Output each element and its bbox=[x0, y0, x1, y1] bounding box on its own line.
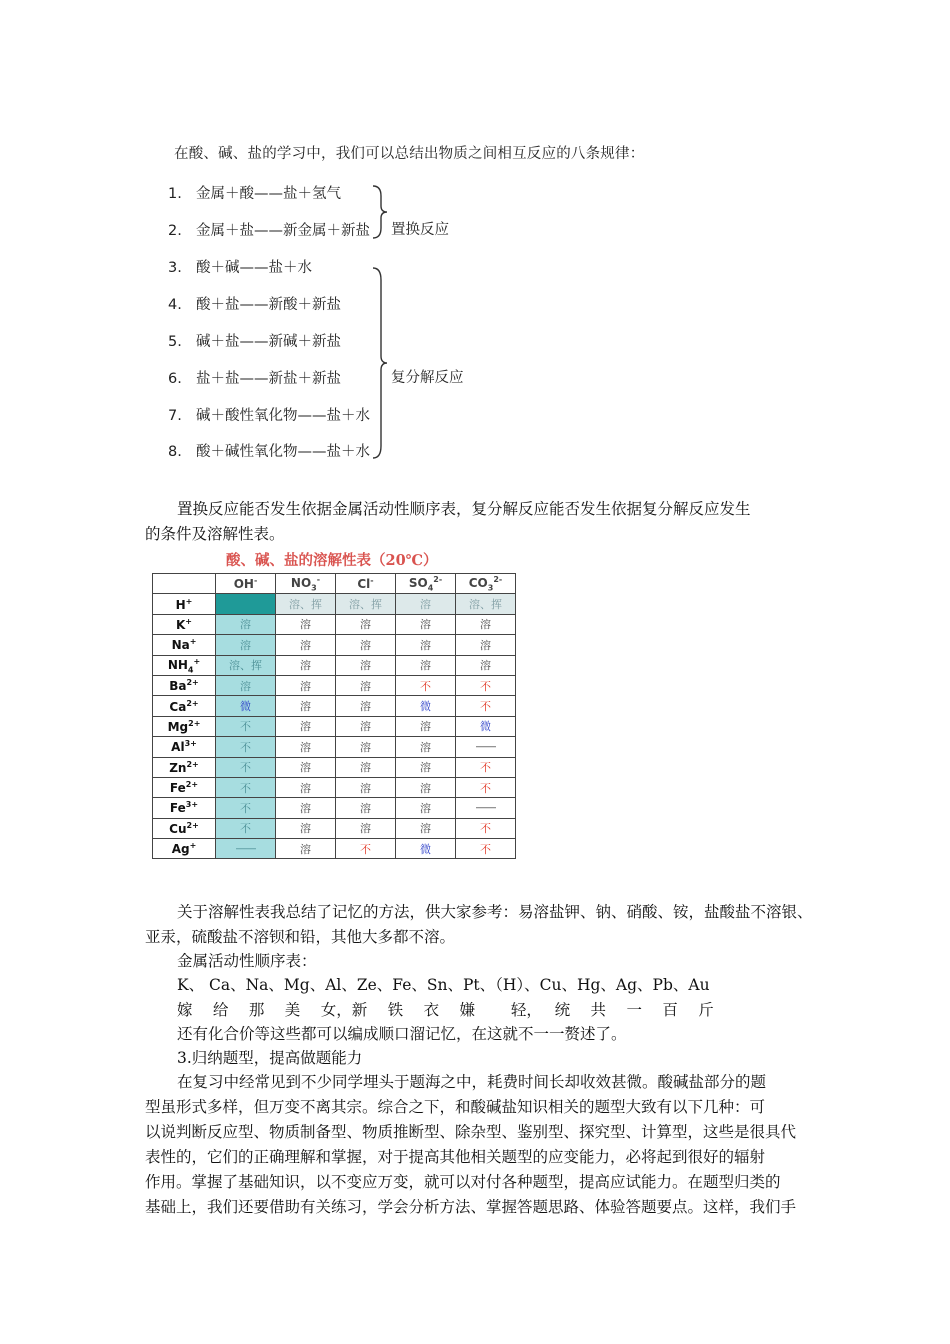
column-header: $NO_3^-$ bbox=[276, 574, 336, 594]
table-cell: 溶 bbox=[276, 655, 336, 675]
table-row bbox=[153, 675, 516, 695]
table-row bbox=[153, 614, 516, 634]
table-row bbox=[153, 757, 516, 777]
table-cell: 溶 bbox=[336, 798, 396, 818]
paragraph-line: 以说判断反应型、物质制备型、物质推断型、除杂型、鉴别型、探究型、计算型，这些是很具代 bbox=[145, 1123, 797, 1141]
table-cell: 溶 bbox=[336, 777, 396, 797]
ion-header: $NH_4^+$ bbox=[153, 655, 216, 675]
rule-item bbox=[168, 182, 341, 203]
table-cell: 溶 bbox=[276, 696, 336, 716]
table-row bbox=[153, 818, 516, 838]
table-cell: 溶 bbox=[396, 798, 456, 818]
table-cell: 微 bbox=[396, 839, 456, 859]
reaction-rules-figure bbox=[168, 138, 645, 468]
table-cell: 溶 bbox=[456, 635, 516, 655]
rule-number: 2. bbox=[168, 223, 182, 239]
table-cell: 微 bbox=[396, 696, 456, 716]
rule-text: 酸＋盐——新酸＋新盐 bbox=[196, 297, 341, 313]
paragraph-line: 关于溶解性表我总结了记忆的方法，供大家参考：易溶盐钾、钠、硝酸、铵，盐酸盐不溶银、 bbox=[177, 903, 813, 921]
section-heading: 3.归纳题型，提高做题能力 bbox=[177, 1049, 363, 1067]
rule-number: 5. bbox=[168, 334, 182, 350]
rule-item bbox=[168, 219, 370, 240]
rule-text: 酸＋碱性氧化物——盐＋水 bbox=[196, 444, 370, 460]
ion-header: Ag+ bbox=[153, 839, 216, 859]
table-cell: 溶 bbox=[216, 675, 276, 695]
table-cell: 溶 bbox=[396, 777, 456, 797]
table-cell: 溶 bbox=[396, 757, 456, 777]
group-label-double-decomposition: 复分解反应 bbox=[391, 370, 464, 386]
paragraph-line: 亚汞，硫酸盐不溶钡和铅，其他大多都不溶。 bbox=[145, 928, 456, 946]
table-cell: —— bbox=[216, 839, 276, 859]
table-cell: 溶、挥 bbox=[336, 594, 396, 614]
group-label-displacement: 置换反应 bbox=[391, 222, 449, 238]
activity-mnemonic: 嫁 给 那 美 女，新 铁 衣 嫌 轻， 统 共 一 百 斤 bbox=[177, 1001, 714, 1019]
ion-header: $Fe^{3+}$ bbox=[153, 798, 216, 818]
table-title: 酸、碱、盐的溶解性表（20℃） bbox=[226, 552, 438, 569]
rule-number: 8. bbox=[168, 444, 182, 460]
table-cell: 溶、挥 bbox=[276, 594, 336, 614]
paragraph-line: 置换反应能否发生依据金属活动性顺序表，复分解反应能否发生依据复分解反应发生 bbox=[177, 500, 751, 518]
rule-text: 盐＋盐——新盐＋新盐 bbox=[196, 371, 341, 387]
table-cell: 不 bbox=[336, 839, 396, 859]
rule-text: 碱＋酸性氧化物——盐＋水 bbox=[196, 408, 370, 424]
activity-note: 还有化合价等这些都可以编成顺口溜记忆，在这就不一一赘述了。 bbox=[177, 1025, 627, 1043]
column-header: $SO_4^{2-}$ bbox=[396, 574, 456, 594]
table-cell: —— bbox=[456, 798, 516, 818]
ion-header: K+ bbox=[153, 614, 216, 634]
rule-number: 1. bbox=[168, 186, 182, 202]
table-cell: 溶 bbox=[456, 655, 516, 675]
rule-item bbox=[168, 330, 341, 351]
table-cell: 溶 bbox=[396, 614, 456, 634]
table-row bbox=[153, 737, 516, 757]
table-cell: 不 bbox=[456, 675, 516, 695]
table-cell: 溶 bbox=[276, 818, 336, 838]
rule-item bbox=[168, 440, 370, 461]
corner-cell bbox=[153, 574, 216, 594]
table-cell: 溶 bbox=[276, 614, 336, 634]
ion-header: Na+ bbox=[153, 635, 216, 655]
table-cell: 溶 bbox=[276, 675, 336, 695]
table-cell bbox=[216, 594, 276, 614]
solubility-table bbox=[152, 573, 516, 859]
rule-text: 酸＋碱——盐＋水 bbox=[196, 260, 312, 276]
rule-number: 6. bbox=[168, 371, 182, 387]
table-cell: 溶 bbox=[396, 737, 456, 757]
ion-header: $Zn^{2+}$ bbox=[153, 757, 216, 777]
brace-icon bbox=[371, 266, 389, 460]
rule-item bbox=[168, 256, 312, 277]
table-row bbox=[153, 594, 516, 614]
table-cell: 不 bbox=[456, 696, 516, 716]
table-cell: 微 bbox=[216, 696, 276, 716]
table-row bbox=[153, 696, 516, 716]
activity-label: 金属活动性顺序表： bbox=[177, 952, 317, 970]
table-cell: 溶 bbox=[396, 818, 456, 838]
table-cell: 溶 bbox=[276, 777, 336, 797]
table-cell: 溶 bbox=[276, 839, 336, 859]
table-cell: 溶 bbox=[216, 614, 276, 634]
paragraph-line: 作用。掌握了基础知识，以不变应万变，就可以对付各种题型，提高应试能力。在题型归类的 bbox=[145, 1173, 781, 1191]
table-cell: 溶 bbox=[336, 675, 396, 695]
table-cell: 不 bbox=[456, 777, 516, 797]
table-cell: 溶 bbox=[276, 798, 336, 818]
table-cell: 不 bbox=[456, 818, 516, 838]
ion-header: $Ba^{2+}$ bbox=[153, 675, 216, 695]
column-header: OH- bbox=[216, 574, 276, 594]
ion-header: $Fe^{2+}$ bbox=[153, 777, 216, 797]
table-cell: 不 bbox=[216, 737, 276, 757]
table-cell: 溶 bbox=[336, 737, 396, 757]
paragraph-line: 的条件及溶解性表。 bbox=[145, 525, 285, 543]
table-cell: 溶 bbox=[456, 614, 516, 634]
table-cell: 溶 bbox=[396, 635, 456, 655]
table-row bbox=[153, 716, 516, 736]
table-cell: 溶 bbox=[336, 614, 396, 634]
table-cell: 溶 bbox=[216, 635, 276, 655]
rules-intro: 在酸、碱、盐的学习中，我们可以总结出物质之间相互反应的八条规律： bbox=[174, 146, 645, 162]
table-cell: 不 bbox=[456, 839, 516, 859]
rule-text: 碱＋盐——新碱＋新盐 bbox=[196, 334, 341, 350]
ion-header: $Mg^{2+}$ bbox=[153, 716, 216, 736]
table-cell: 溶、挥 bbox=[456, 594, 516, 614]
table-row bbox=[153, 777, 516, 797]
table-cell: 溶 bbox=[336, 635, 396, 655]
ion-header: H+ bbox=[153, 594, 216, 614]
table-cell: 溶 bbox=[336, 818, 396, 838]
paragraph-line: 基础上，我们还要借助有关练习，学会分析方法、掌握答题思路、体验答题要点。这样，我们手 bbox=[145, 1198, 797, 1216]
rule-item bbox=[168, 367, 341, 388]
table-cell: 溶 bbox=[276, 757, 336, 777]
table-row bbox=[153, 655, 516, 675]
table-row bbox=[153, 839, 516, 859]
ion-header: $Ca^{2+}$ bbox=[153, 696, 216, 716]
table-cell: 溶 bbox=[276, 635, 336, 655]
table-row bbox=[153, 798, 516, 818]
table-cell: —— bbox=[456, 737, 516, 757]
rule-number: 4. bbox=[168, 297, 182, 313]
rule-item bbox=[168, 293, 341, 314]
table-cell: 溶 bbox=[336, 696, 396, 716]
table-row bbox=[153, 635, 516, 655]
activity-series: K、 Ca、Na、Mg、Al、Ze、Fe、Sn、Pt、（H）、Cu、Hg、Ag、Pb、Au bbox=[177, 976, 710, 994]
table-cell: 溶 bbox=[276, 737, 336, 757]
table-cell: 溶、挥 bbox=[216, 655, 276, 675]
table-cell: 溶 bbox=[396, 594, 456, 614]
table-cell: 不 bbox=[396, 675, 456, 695]
table-cell: 溶 bbox=[396, 655, 456, 675]
paragraph-line: 在复习中经常见到不少同学埋头于题海之中，耗费时间长却收效甚微。酸碱盐部分的题 bbox=[177, 1073, 767, 1091]
table-cell: 溶 bbox=[336, 655, 396, 675]
paragraph-line: 型虽形式多样，但万变不离其宗。综合之下，和酸碱盐知识相关的题型大致有以下几种：可 bbox=[145, 1098, 766, 1116]
rule-text: 金属＋盐——新金属＋新盐 bbox=[196, 223, 370, 239]
column-header: Cl- bbox=[336, 574, 396, 594]
paragraph-line: 表性的，它们的正确理解和掌握，对于提高其他相关题型的应变能力，必将起到很好的辐射 bbox=[145, 1148, 766, 1166]
rule-number: 3. bbox=[168, 260, 182, 276]
rule-item bbox=[168, 404, 370, 425]
ion-header: $Al^{3+}$ bbox=[153, 737, 216, 757]
table-cell: 不 bbox=[216, 757, 276, 777]
table-cell: 不 bbox=[216, 798, 276, 818]
table-cell: 微 bbox=[456, 716, 516, 736]
ion-header: $Cu^{2+}$ bbox=[153, 818, 216, 838]
table-cell: 溶 bbox=[336, 716, 396, 736]
brace-icon bbox=[371, 184, 389, 240]
rule-text: 金属＋酸——盐＋氢气 bbox=[196, 186, 341, 202]
table-cell: 不 bbox=[456, 757, 516, 777]
table-header-row bbox=[153, 574, 516, 594]
rule-number: 7. bbox=[168, 408, 182, 424]
table-cell: 不 bbox=[216, 818, 276, 838]
table-cell: 溶 bbox=[276, 716, 336, 736]
table-cell: 不 bbox=[216, 716, 276, 736]
table-cell: 不 bbox=[216, 777, 276, 797]
column-header: $CO_3^{2-}$ bbox=[456, 574, 516, 594]
table-cell: 溶 bbox=[396, 716, 456, 736]
table-cell: 溶 bbox=[336, 757, 396, 777]
